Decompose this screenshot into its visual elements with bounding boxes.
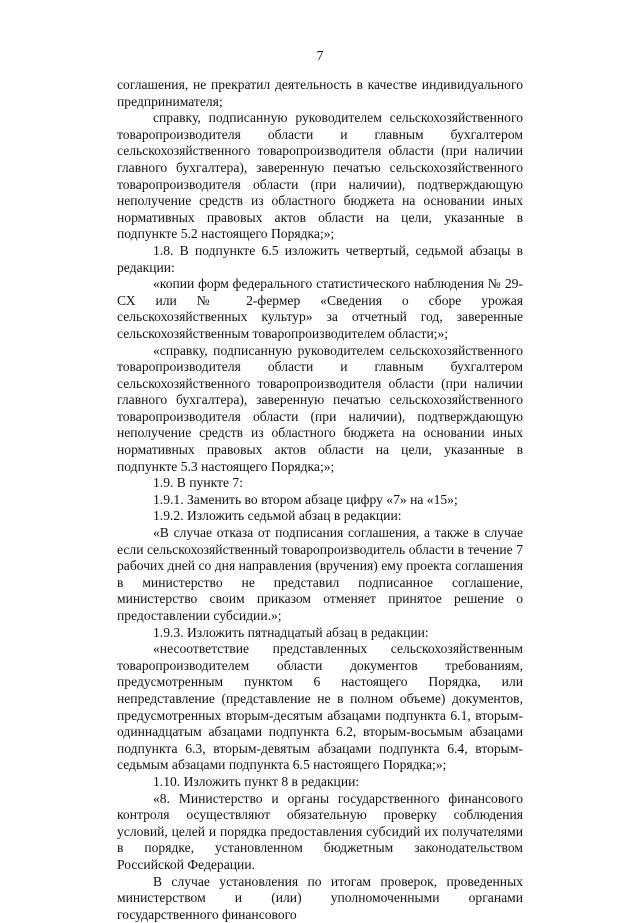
paragraph-item-1-8: 1.8. В подпункте 6.5 изложить четвертый, седьмой абзацы в редакции: bbox=[117, 243, 523, 276]
document-body bbox=[117, 77, 523, 923]
paragraph-item-1-9-1: 1.9.1. Заменить во втором абзаце цифру «7» на «15»; bbox=[117, 492, 523, 509]
paragraph-statistical-forms: «копии форм федерального статистического наблюдения № 29-СХ или № 2-фермер «Сведения о сборе урожая сельскохозяйственных культур» за отчетный год, заверенные сельскохозяйственным товаропроизводителем области;»; bbox=[117, 276, 523, 342]
paragraph-inspection-results: В случае установления по итогам проверок, проведенных министерством и (или) уполномоченными органами государственного финансового bbox=[117, 874, 523, 923]
paragraph-continuation: соглашения, не прекратил деятельность в качестве индивидуального предпринимателя; bbox=[117, 77, 523, 110]
paragraph-item-1-10: 1.10. Изложить пункт 8 в редакции: bbox=[117, 774, 523, 791]
paragraph-point-8: «8. Министерство и органы государственного финансового контроля осуществляют обязательную проверку соблюдения условий, целей и порядка предоставления субсидий их получателями в порядке, установленном бюджетным законодательством Российской Федерации. bbox=[117, 791, 523, 874]
paragraph-refusal-case: «В случае отказа от подписания соглашения, а также в случае если сельскохозяйственный товаропроизводитель области в течение 7 рабочих дней со дня направления (вручения) ему проекта соглашения в министерство не представил подписанное соглашение, министерство своим приказом отменяет принятое решение о предоставлении субсидии.»; bbox=[117, 525, 523, 625]
paragraph-item-1-9-2: 1.9.2. Изложить седьмой абзац в редакции: bbox=[117, 508, 523, 525]
paragraph-item-1-9: 1.9. В пункте 7: bbox=[117, 475, 523, 492]
paragraph-certificate-5-3: «справку, подписанную руководителем сельскохозяйственного товаропроизводителя области и главным бухгалтером сельскохозяйственного товаропроизводителя области (при наличии главного бухгалтера), заверенную печатью сельскохозяйственного товаропроизводителя области (при наличии), подтверждающую неполучение средств из областного бюджета на основании иных нормативных правовых актов области на цели, указанные в подпункте 5.3 настоящего Порядка;»; bbox=[117, 343, 523, 476]
paragraph-certificate-5-2: справку, подписанную руководителем сельскохозяйственного товаропроизводителя области и главным бухгалтером сельскохозяйственного товаропроизводителя области (при наличии главного бухгалтера), заверенную печатью сельскохозяйственного товаропроизводителя области (при наличии), подтверждающую неполучение средств из областного бюджета на основании иных нормативных правовых актов области на цели, указанные в подпункте 5.2 настоящего Порядка;»; bbox=[117, 110, 523, 243]
paragraph-nonconformity: «несоответствие представленных сельскохозяйственным товаропроизводителем области документов требованиям, предусмотренным пунктом 6 настоящего Порядка, или непредставление (представление не в полном объеме) документов, предусмотренных вторым-десятым абзацами подпункта 6.1, вторым-одиннадцатым абзацами подпункта 6.2, вторым-восьмым абзацами подпункта 6.3, вторым-девятым абзацами подпункта 6.4, вторым-седьмым абзацами подпункта 6.5 настоящего Порядка;»; bbox=[117, 641, 523, 774]
page-number: 7 bbox=[0, 48, 640, 65]
paragraph-item-1-9-3: 1.9.3. Изложить пятнадцатый абзац в редакции: bbox=[117, 625, 523, 642]
